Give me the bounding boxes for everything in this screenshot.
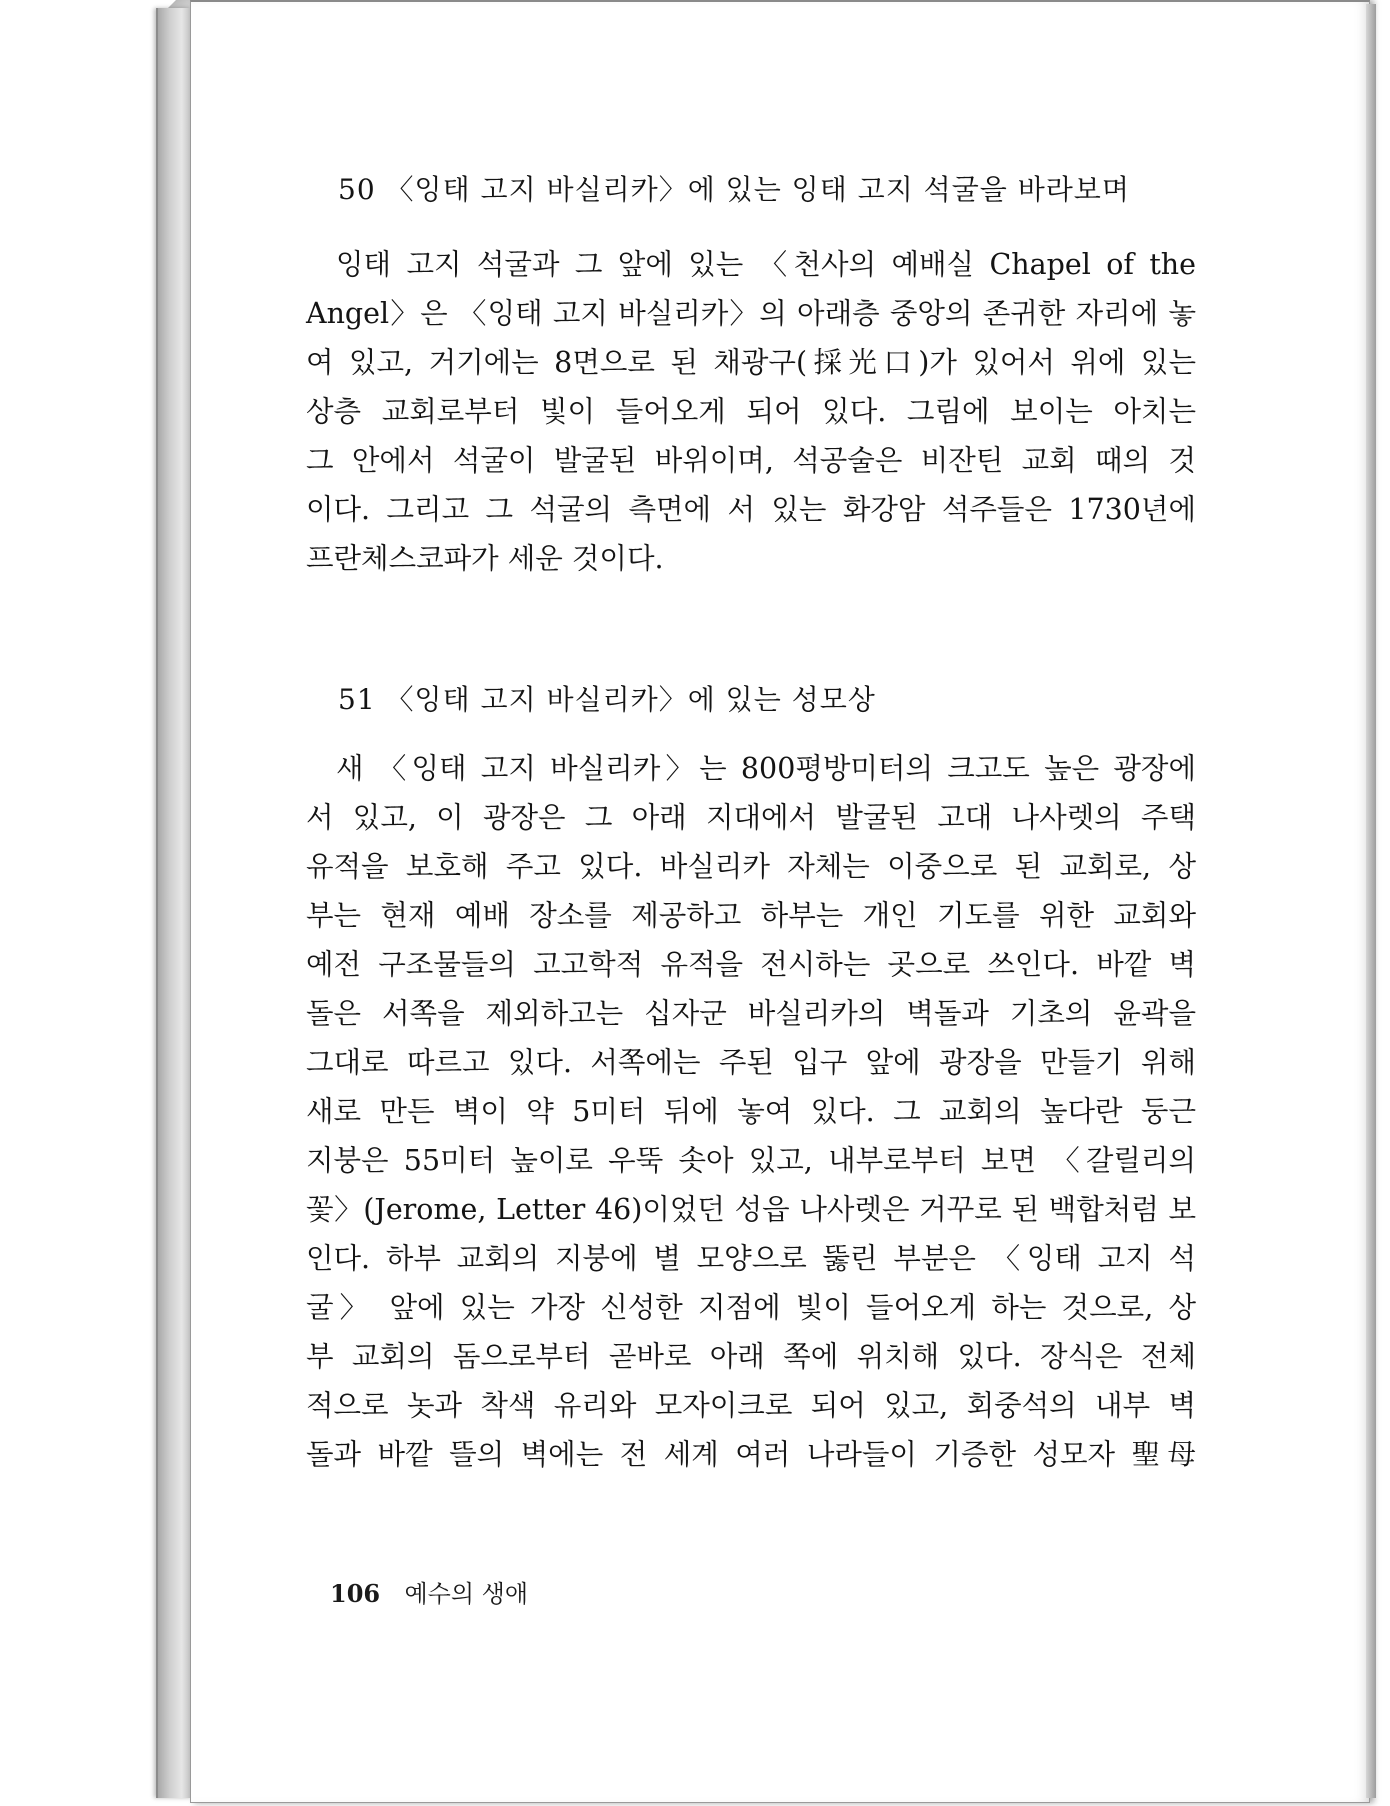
text-line: 돌과 바깥 뜰의 벽에는 전 세계 여러 나라들이 기증한 성모자 聖母 (306, 1438, 1196, 1471)
text-line: 돌은 서쪽을 제외하고는 십자군 바실리카의 벽돌과 기초의 윤곽을 (306, 997, 1196, 1030)
text-line: 프란체스코파가 세운 것이다. (306, 542, 664, 575)
text-line: 부는 현재 예배 장소를 제공하고 하부는 개인 기도를 위한 교회와 (306, 899, 1196, 932)
text-line: 새 〈잉태 고지 바실리카〉는 800평방미터의 크고도 높은 광장에 (336, 752, 1196, 785)
book-page-edge (1366, 4, 1376, 1798)
text-line: 여 있고, 거기에는 8면으로 된 채광구(採光口)가 있어서 위에 있는 (306, 346, 1196, 379)
text-line: 부 교회의 돔으로부터 곧바로 아래 쪽에 위치해 있다. 장식은 전체 (306, 1340, 1196, 1373)
caption-text: 〈잉태 고지 바실리카〉에 있는 성모상 (385, 683, 876, 716)
text-line: 지붕은 55미터 높이로 우뚝 솟아 있고, 내부로부터 보면 〈갈릴리의 (306, 1144, 1196, 1177)
text-line: 인다. 하부 교회의 지붕에 별 모양으로 뚫린 부분은 〈잉태 고지 석 (306, 1242, 1196, 1275)
caption-number: 50 (338, 173, 376, 206)
figure-caption-51 (338, 678, 876, 718)
text-line: 상층 교회로부터 빛이 들어오게 되어 있다. 그림에 보이는 아치는 (306, 395, 1196, 428)
text-line: 굴〉 앞에 있는 가장 신성한 지점에 빛이 들어오게 하는 것으로, 상 (306, 1291, 1196, 1324)
book-spine (156, 8, 192, 1798)
text-line: 이다. 그리고 그 석굴의 측면에 서 있는 화강암 석주들은 1730년에 (306, 493, 1196, 526)
text-line: 서 있고, 이 광장은 그 아래 지대에서 발굴된 고대 나사렛의 주택 (306, 801, 1196, 834)
caption-number: 51 (338, 683, 376, 716)
text-line: 적으로 놋과 착색 유리와 모자이크로 되어 있고, 회중석의 내부 벽 (306, 1389, 1196, 1422)
text-line: 잉태 고지 석굴과 그 앞에 있는 〈천사의 예배실 Chapel of the (336, 248, 1196, 281)
page-number: 106 (330, 1579, 381, 1608)
text-line: 유적을 보호해 주고 있다. 바실리카 자체는 이중으로 된 교회로, 상 (306, 850, 1196, 883)
text-line: 꽃〉(Jerome, Letter 46)이었던 성읍 나사렛은 거꾸로 된 백합처럼 보 (306, 1193, 1196, 1226)
figure-caption-50 (338, 168, 1130, 208)
text-line: 그대로 따르고 있다. 서쪽에는 주된 입구 앞에 광장을 만들기 위해 (306, 1046, 1196, 1079)
text-line: Angel〉은 〈잉태 고지 바실리카〉의 아래층 중앙의 존귀한 자리에 놓 (306, 297, 1196, 330)
text-line: 새로 만든 벽이 약 5미터 뒤에 놓여 있다. 그 교회의 높다란 둥근 (306, 1095, 1196, 1128)
running-title: 예수의 생애 (404, 1580, 529, 1608)
page-footer (330, 1574, 528, 1609)
caption-text: 〈잉태 고지 바실리카〉에 있는 잉태 고지 석굴을 바라보며 (385, 173, 1130, 206)
text-line: 예전 구조물들의 고고학적 유적을 전시하는 곳으로 쓰인다. 바깥 벽 (306, 948, 1196, 981)
text-line: 그 안에서 석굴이 발굴된 바위이며, 석공술은 비잔틴 교회 때의 것 (306, 444, 1196, 477)
